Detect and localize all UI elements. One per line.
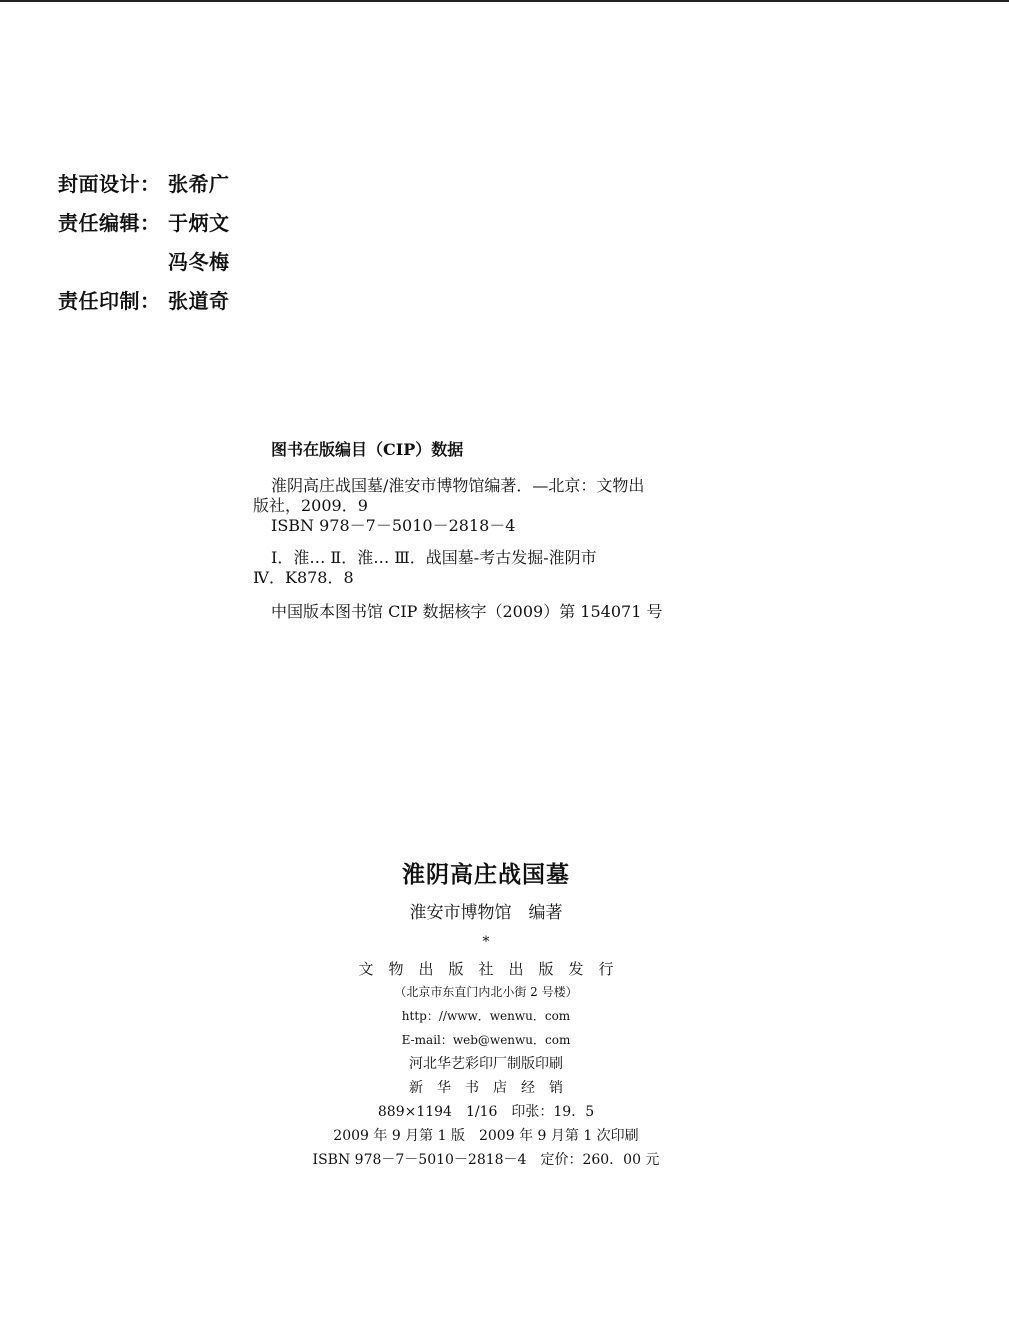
printer-line: 河北华艺彩印厂制版印刷	[409, 1056, 563, 1072]
publisher-line: 文物出版社出版发行	[358, 960, 629, 978]
format-line: 889×1194 1/16 印张：19．5	[377, 1104, 595, 1120]
credit-label: 封面设计：	[58, 172, 161, 196]
publisher-email: E-mail：web@wenwu．com	[401, 1033, 571, 1047]
cip-description-line-1: 淮阴高庄战国墓/淮安市博物馆编著．—北京：文物出	[271, 476, 645, 495]
credit-label: 责任编辑：	[58, 211, 161, 235]
credit-label: 责任印制：	[58, 289, 161, 313]
top-border-line	[0, 0, 1009, 2]
cip-heading: 图书在版编目（CIP）数据	[271, 440, 464, 459]
credit-name: 于炳文	[168, 211, 230, 235]
colophon-block	[300, 858, 672, 1172]
credit-row-editor-2	[58, 246, 230, 285]
credits-block	[58, 168, 230, 324]
edition-line: 2009 年 9 月第 1 版 2009 年 9 月第 1 次印刷	[333, 1128, 639, 1144]
distributor-line: 新华书店经销	[409, 1080, 577, 1096]
cip-class-code: Ⅳ．K878．8	[253, 568, 354, 587]
cip-record-number: 中国版本图书馆 CIP 数据核字（2009）第 154071 号	[271, 602, 663, 621]
credit-row-printing	[58, 285, 230, 324]
isbn-price-line: ISBN 978－7－5010－2818－4 定价：260．00 元	[312, 1152, 660, 1168]
cip-isbn: ISBN 978－7－5010－2818－4	[271, 516, 516, 535]
credit-row-editor	[58, 207, 230, 246]
cip-classification: Ⅰ．淮… Ⅱ．淮… Ⅲ．战国墓-考古发掘-淮阴市	[271, 548, 597, 567]
cip-description-line-2: 版社，2009．9	[253, 496, 368, 515]
credit-name: 张道奇	[168, 289, 230, 313]
separator-star: *	[482, 934, 490, 950]
cip-data-block	[253, 440, 733, 622]
credit-row-cover-design	[58, 168, 230, 207]
credit-name: 冯冬梅	[168, 250, 230, 274]
publisher-website: http：//www．wenwu．com	[401, 1009, 571, 1023]
publisher-address: （北京市东直门内北小街 2 号楼）	[394, 985, 578, 999]
book-title: 淮阴高庄战国墓	[402, 861, 570, 888]
book-author: 淮安市博物馆 编著	[409, 903, 563, 923]
credit-name: 张希广	[168, 172, 230, 196]
